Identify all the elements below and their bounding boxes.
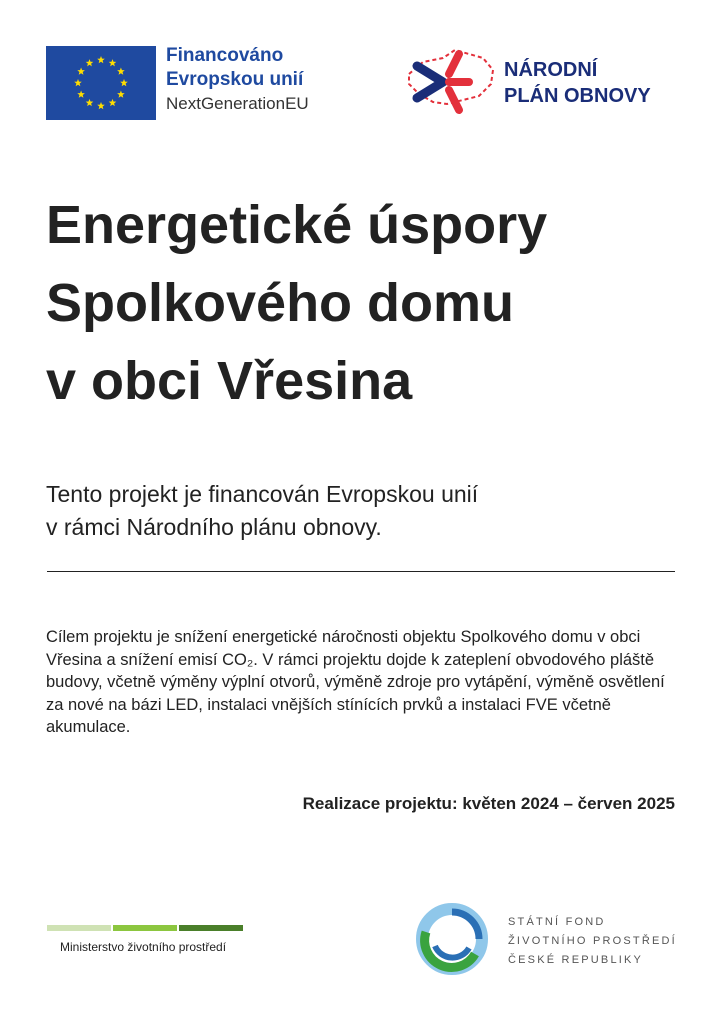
title-line-1: Energetické úspory xyxy=(46,195,548,255)
ministry-bar-dark xyxy=(179,925,243,931)
ministry-bar-mid xyxy=(113,925,177,931)
intro-line-1: Tento projekt je financován Evropskou unií xyxy=(46,481,479,507)
sfzp-line-1: STÁTNÍ FOND xyxy=(508,916,606,928)
eu-line-eu: Evropskou unií xyxy=(166,69,304,90)
sfzp-line-2: ŽIVOTNÍHO PROSTŘEDÍ xyxy=(508,935,677,947)
sfzp-line-3: ČESKÉ REPUBLIKY xyxy=(508,954,644,966)
npo-line-plan: PLÁN OBNOVY xyxy=(504,85,651,107)
title-line-2: Spolkového domu xyxy=(46,273,515,333)
intro-text xyxy=(46,478,478,544)
sfzp-name xyxy=(508,913,677,970)
eu-line-financed: Financováno xyxy=(166,45,284,66)
project-description: Cílem projektu je snížení energetické náročnosti objektu Spolkového domu v obci Vřesina a snížení emisí CO₂. V rámci projektu dojde k zateplení obvodového pláště budovy, včetně výměny výplní otvorů, výměně zdroje pro vytápění, výměně osvětlení za nové na bázi LED, instalaci vnějších stínících prvků a instalaci FVE včetně akumulace. xyxy=(46,628,665,736)
realization-period: Realizace projektu: květen 2024 – červen 2025 xyxy=(302,794,675,813)
ministry-color-bars xyxy=(47,925,243,931)
eu-funding-text xyxy=(166,44,309,116)
npo-mark-icon xyxy=(403,44,497,120)
ministry-name: Ministerstvo životního prostředí xyxy=(60,940,227,954)
sfzp-ring-icon xyxy=(415,902,489,976)
page-title xyxy=(46,186,547,420)
intro-line-2: v rámci Národního plánu obnovy. xyxy=(46,514,382,540)
divider xyxy=(47,571,675,572)
ministry-bar-light xyxy=(47,925,111,931)
eu-flag-icon xyxy=(46,46,156,120)
eu-line-nextgen: NextGenerationEU xyxy=(166,94,309,113)
npo-line-national: NÁRODNÍ xyxy=(504,59,598,81)
npo-logo-text xyxy=(504,57,651,109)
title-line-3: v obci Vřesina xyxy=(46,351,413,411)
